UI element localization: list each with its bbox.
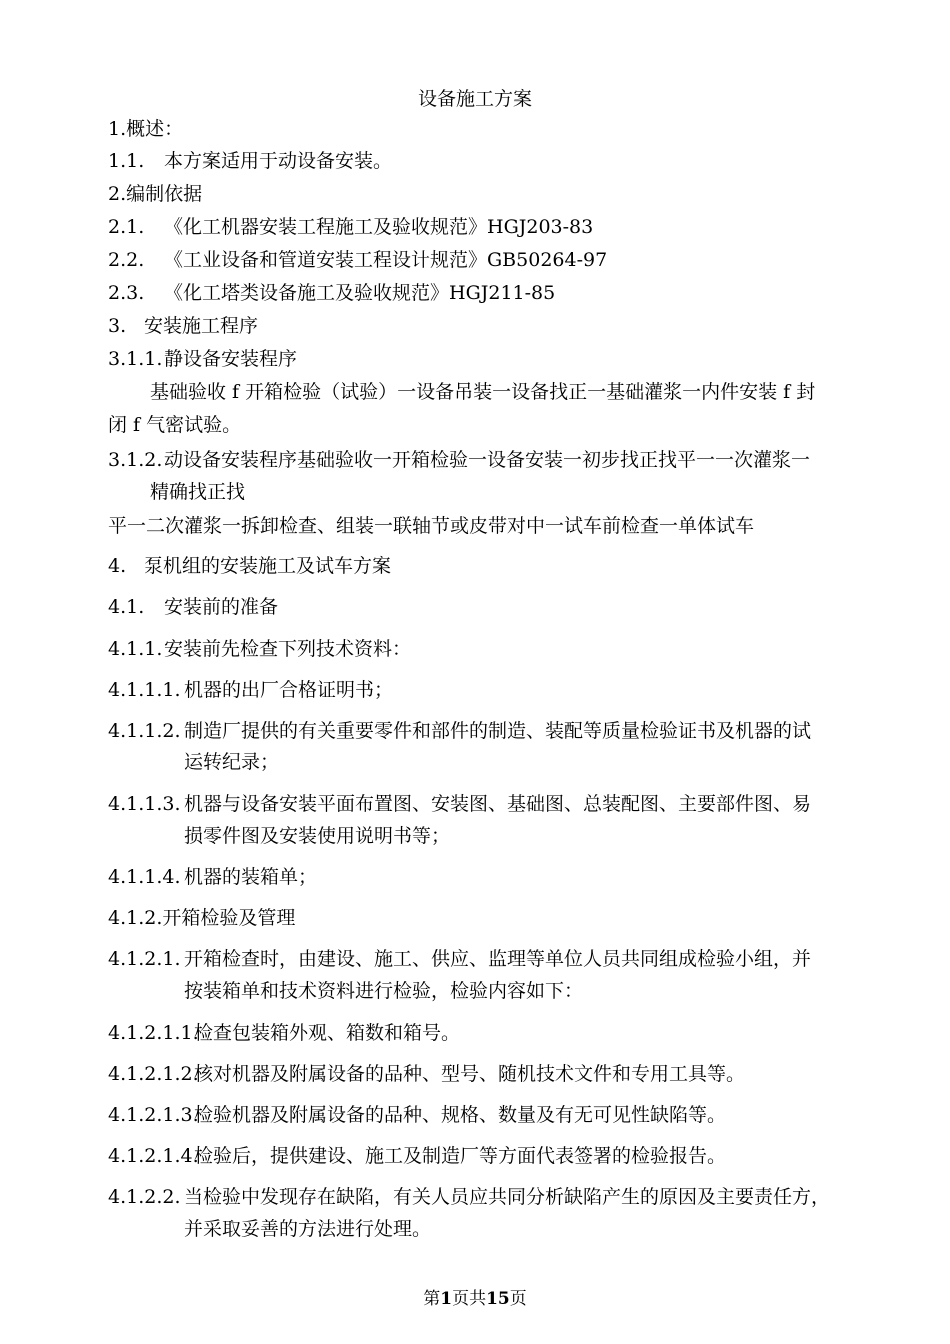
section-number: 2.编制依据 <box>108 183 203 205</box>
item-number: 1.1. <box>108 150 145 172</box>
list-item <box>108 247 607 273</box>
footer-page-number: 1 <box>440 1289 453 1309</box>
item-number: 4.1.1.2. <box>108 720 181 742</box>
item-number: 4.1.1. <box>108 638 163 660</box>
item-text: 动设备安装程序基础验收一开箱检验一设备安装一初步找正找平一一次灌浆一 <box>164 449 811 471</box>
item-number: 2.3. <box>108 282 145 304</box>
item-number: 4.1.1.1. <box>108 679 181 701</box>
item-number: 4.1.2.1.2. <box>108 1063 199 1085</box>
item-number: 4.1.2.1.1. <box>108 1022 199 1044</box>
item-number: 2.1. <box>108 216 145 238</box>
section-number: 4. <box>108 555 127 577</box>
list-item <box>108 1143 726 1169</box>
section-heading <box>108 905 295 931</box>
section-title: 泵机组的安装施工及试车方案 <box>144 555 392 577</box>
section-heading <box>108 553 391 579</box>
item-text: 《工业设备和管道安装工程设计规范》GB50264-97 <box>164 249 608 271</box>
list-item <box>108 346 297 372</box>
list-item <box>108 594 278 620</box>
list-item <box>108 677 393 703</box>
list-item <box>108 718 811 744</box>
section-heading <box>108 181 202 207</box>
section-heading <box>108 116 183 142</box>
item-number: 4.1. <box>108 596 145 618</box>
item-text: 当检验中发现存在缺陷，有关人员应共同分析缺陷产生的原因及主要责任方， <box>184 1186 831 1208</box>
item-number: 4.1.2.1. <box>108 948 181 970</box>
item-text: 《化工机器安装工程施工及验收规范》HGJ203-83 <box>164 216 594 238</box>
item-text: 机器的装箱单； <box>184 866 318 888</box>
paragraph-line: 精确找正找 <box>150 481 246 503</box>
list-item <box>108 636 411 662</box>
item-text: 制造厂提供的有关重要零件和部件的制造、装配等质量检验证书及机器的试 <box>184 720 812 742</box>
item-number: 4.1.2.1.4. <box>108 1145 199 1167</box>
item-text: 检验后，提供建设、施工及制造厂等方面代表签署的检验报告。 <box>194 1145 727 1167</box>
list-item <box>108 1184 830 1210</box>
item-text: 检验机器及附属设备的品种、规格、数量及有无可见性缺陷等。 <box>194 1104 727 1126</box>
list-item <box>108 791 811 817</box>
list-item <box>108 280 555 306</box>
paragraph-line: 运转纪录； <box>184 751 280 773</box>
section-number: 3. <box>108 315 127 337</box>
section-heading <box>108 313 258 339</box>
list-item <box>108 1020 460 1046</box>
item-number: 4.1.2.1.3. <box>108 1104 199 1126</box>
section-title: 安装施工程序 <box>144 315 259 337</box>
item-text: 核对机器及附属设备的品种、型号、随机技术文件和专用工具等。 <box>194 1063 746 1085</box>
footer-prefix: 第 <box>423 1289 441 1309</box>
footer-suffix: 页 <box>509 1289 527 1309</box>
item-text: 安装前的准备 <box>164 596 279 618</box>
paragraph-line: 损零件图及安装使用说明书等； <box>184 825 451 847</box>
item-text: 安装前先检查下列技术资料： <box>164 638 412 660</box>
item-text: 本方案适用于动设备安装。 <box>164 150 393 172</box>
item-number: 2.2. <box>108 249 145 271</box>
list-item <box>108 214 593 240</box>
item-text: 机器与设备安装平面布置图、安装图、基础图、总装配图、主要部件图、易 <box>184 793 812 815</box>
item-number: 4.1.2.2. <box>108 1186 181 1208</box>
section-number: 1.概述： <box>108 118 184 140</box>
item-text: 开箱检查时，由建设、施工、供应、监理等单位人员共同组成检验小组，并 <box>184 948 812 970</box>
page-footer <box>0 1288 950 1310</box>
footer-middle: 页共 <box>452 1289 487 1309</box>
page-title: 设备施工方案 <box>417 88 532 110</box>
item-number: 3.1.2. <box>108 449 163 471</box>
paragraph-line: 闭 f 气密试验。 <box>108 414 242 436</box>
item-text: 《化工塔类设备施工及验收规范》HGJ211-85 <box>164 282 556 304</box>
list-item <box>108 946 811 972</box>
item-text: 检查包装箱外观、箱数和箱号。 <box>194 1022 461 1044</box>
list-item <box>108 447 810 473</box>
paragraph-line: 按装箱单和技术资料进行检验，检验内容如下： <box>184 980 584 1002</box>
section-number: 4.1.2.开箱检验及管理 <box>108 907 296 929</box>
paragraph-line: 平一二次灌浆一拆卸检查、组装一联轴节或皮带对中一试车前检查一单体试车 <box>108 515 755 537</box>
list-item <box>108 864 317 890</box>
list-item <box>108 148 392 174</box>
paragraph-line: 并采取妥善的方法进行处理。 <box>184 1218 432 1240</box>
item-number: 4.1.1.3. <box>108 793 181 815</box>
item-text: 机器的出厂合格证明书； <box>184 679 394 701</box>
list-item <box>108 1102 726 1128</box>
paragraph-line: 基础验收 f 开箱检验（试验）一设备吊装一设备找正一基础灌浆一内件安装 f 封 <box>150 381 816 403</box>
item-number: 4.1.1.4. <box>108 866 181 888</box>
footer-total-pages: 15 <box>486 1289 510 1309</box>
item-number: 3.1.1. <box>108 348 163 370</box>
item-text: 静设备安装程序 <box>164 348 298 370</box>
list-item <box>108 1061 745 1087</box>
